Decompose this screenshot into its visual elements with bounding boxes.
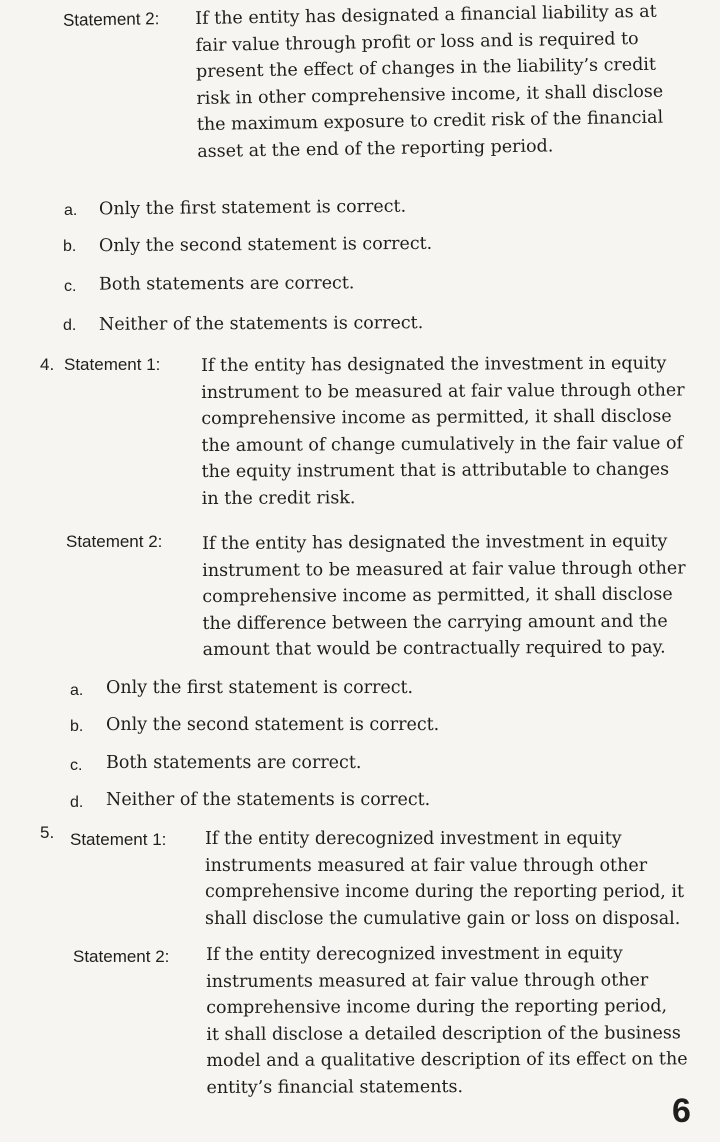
q4-s2-line-2: instrument to be measured at fair value through other	[202, 558, 686, 581]
q3-s2-line-6: asset at the end of the reporting period.	[197, 136, 554, 162]
q3-s2-line-1: If the entity has designated a financial liability as at	[195, 1, 657, 29]
q4-s1-line-4: the amount of change cumulatively in the fair value of	[201, 433, 684, 456]
q4-s2-line-4: the difference between the carrying amount and the	[202, 611, 668, 634]
q5-statement1-label: Statement 1:	[70, 830, 167, 849]
q5-s2-line-5: model and a qualitative description of its effect on the	[206, 1049, 688, 1072]
q4-s1-line-5: the equity instrument that is attributable to changes	[201, 459, 670, 483]
q4-s1-line-3: comprehensive income as permitted, it shall disclose	[201, 406, 672, 430]
q3-statement2-text	[195, 0, 664, 166]
q4-s2-line-1: If the entity has designated the investment in equity	[202, 531, 668, 554]
q5-s2-line-2: instruments measured at fair value through other	[206, 970, 649, 992]
q4-option-c-letter: c.	[70, 757, 83, 774]
q4-statement2-text	[202, 528, 686, 663]
q5-s2-line-6: entity’s financial statements.	[206, 1077, 464, 1098]
q3-option-b-letter: b.	[63, 238, 77, 255]
q4-option-c-text: Both statements are correct.	[106, 753, 362, 773]
q4-option-b-text: Only the second statement is correct.	[106, 715, 440, 735]
q5-s1-line-3: comprehensive income during the reporting period, it	[205, 882, 685, 903]
q5-statement1-text	[205, 826, 684, 932]
q4-s1-line-6: in the credit risk.	[201, 488, 356, 509]
q5-s1-line-1: If the entity derecognized investment in equity	[205, 829, 622, 849]
q4-option-a-letter: a.	[70, 682, 84, 699]
q5-number: 5.	[40, 823, 55, 842]
page-number: 6	[672, 1092, 691, 1130]
q4-s2-line-3: comprehensive income as permitted, it shall disclose	[202, 584, 673, 608]
q3-s2-line-2: fair value through profit or loss and is required to	[195, 28, 639, 56]
q3-option-c-text: Both statements are correct.	[98, 273, 355, 295]
q4-statement1-label: Statement 1:	[64, 355, 161, 374]
q4-statement2-label: Statement 2:	[66, 532, 163, 551]
q5-statement2-text	[206, 940, 688, 1101]
q4-option-b-letter: b.	[70, 718, 84, 735]
q3-option-c-letter: c.	[64, 278, 77, 295]
q5-s2-line-4: it shall disclose a detailed description of the business	[206, 1023, 681, 1045]
q4-option-a-text: Only the first statement is correct.	[106, 678, 414, 698]
q3-option-d-letter: d.	[63, 317, 77, 334]
q5-s2-line-1: If the entity derecognized investment in equity	[206, 943, 623, 965]
q3-option-a-letter: a.	[64, 202, 78, 219]
q3-option-b-text: Only the second statement is correct.	[98, 233, 433, 257]
q4-s1-line-1: If the entity has designated the investment in equity	[201, 353, 667, 376]
q3-s2-line-5: the maximum exposure to credit risk of the financial	[196, 108, 664, 136]
q3-s2-line-3: present the effect of changes in the liability’s credit	[195, 54, 657, 83]
q5-s2-line-3: comprehensive income during the reporting period,	[206, 996, 668, 1019]
q3-statement2-label: Statement 2:	[62, 9, 160, 30]
q4-statement1-text	[201, 350, 685, 512]
q4-number: 4.	[40, 355, 55, 374]
q5-s1-line-2: instruments measured at fair value through other	[205, 855, 648, 876]
q5-statement2-label: Statement 2:	[73, 947, 170, 966]
q4-s1-line-2: instrument to be measured at fair value through other	[201, 380, 685, 403]
q4-s2-line-5: amount that would be contractually required to pay.	[202, 637, 666, 661]
q4-option-d-text: Neither of the statements is correct.	[106, 790, 431, 810]
q3-s2-line-4: risk in other comprehensive income, it shall disclose	[196, 81, 664, 109]
q4-option-d-letter: d.	[70, 794, 84, 811]
q3-option-d-text: Neither of the statements is correct.	[98, 313, 424, 335]
q5-s1-line-4: shall disclose the cumulative gain or loss on disposal.	[205, 908, 681, 929]
q3-option-a-text: Only the first statement is correct.	[98, 196, 407, 220]
